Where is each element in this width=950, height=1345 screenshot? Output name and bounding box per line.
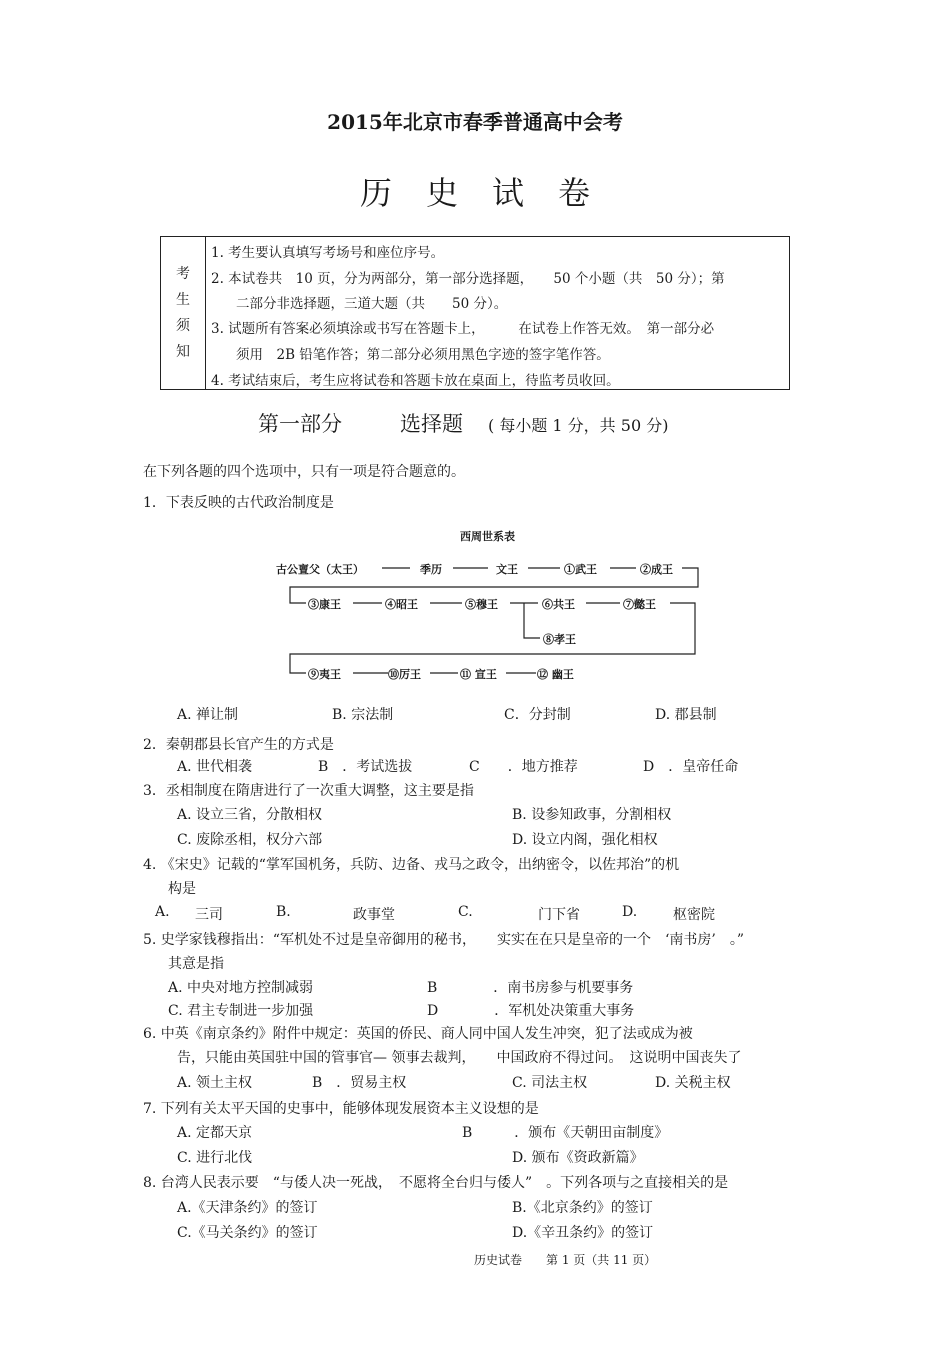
notice-line: 2. 本试卷共 10 页，分为两部分，第一部分选择题， 50 个小题（共 50 分）；第 bbox=[211, 271, 725, 287]
q8-option-b: B.《北京条约》的签订 bbox=[512, 1200, 653, 1216]
q2-option-c: C ．地方推荐 bbox=[469, 759, 578, 775]
q1-option-b: B. 宗法制 bbox=[332, 707, 394, 723]
notice-side-char: 须 bbox=[176, 318, 190, 334]
notice-side-char: 考 bbox=[176, 266, 190, 282]
lineage-node: 季历 bbox=[420, 563, 442, 576]
q4-option-b-letter: B. bbox=[276, 904, 291, 920]
lineage-node: 文王 bbox=[496, 563, 518, 576]
q7-option-a: A. 定都天京 bbox=[177, 1125, 253, 1141]
notice-line: 1. 考生要认真填写考场号和座位序号。 bbox=[211, 245, 445, 261]
q4-option-d: 枢密院 bbox=[673, 907, 715, 923]
q1-option-a: A. 禅让制 bbox=[177, 707, 239, 723]
question-4-stem-cont: 构是 bbox=[168, 881, 196, 897]
question-1-stem: 1．下表反映的古代政治制度是 bbox=[143, 495, 334, 511]
q5-option-a: A. 中央对地方控制减弱 bbox=[168, 980, 314, 996]
q1-option-c: C．分封制 bbox=[504, 707, 571, 723]
question-3-stem: 3．丞相制度在隋唐进行了一次重大调整，这主要是指 bbox=[143, 783, 474, 799]
lineage-node: ⑧孝王 bbox=[543, 633, 576, 646]
question-6-stem-cont: 告，只能由英国驻中国的管事官— 领事去裁判， 中国政府不得过问。 这说明中国丧失了 bbox=[177, 1050, 742, 1066]
q3-option-d: D. 设立内阁，强化相权 bbox=[512, 832, 658, 848]
lineage-node: ④昭王 bbox=[385, 598, 418, 611]
notice-side-label bbox=[161, 237, 206, 389]
lineage-node: ⑫ 幽王 bbox=[537, 668, 574, 681]
question-5-stem: 5. 史学家钱穆指出：“军机处不过是皇帝御用的秘书， 实实在在只是皇帝的一个 ‘南书房’ 。” bbox=[143, 932, 745, 948]
lineage-node: 古公亶父（太王） bbox=[276, 563, 364, 576]
notice-line: 3. 试题所有答案必须填涂或书写在答题卡上， 在试卷上作答无效。 第一部分必 bbox=[211, 321, 715, 337]
question-8-stem: 8. 台湾人民表示要 “与倭人决一死战， 不愿将全台归与倭人” 。下列各项与之直接相关的是 bbox=[143, 1175, 729, 1191]
q7-option-d: D. 颁布《资政新篇》 bbox=[512, 1150, 644, 1166]
q6-option-d: D. 关税主权 bbox=[655, 1075, 731, 1091]
lineage-node: ⑥共王 bbox=[542, 598, 575, 611]
q7-option-b: B ．颁布《天朝田亩制度》 bbox=[462, 1125, 669, 1141]
question-5-stem-cont: 其意是指 bbox=[168, 956, 224, 972]
exam-title: 2015年北京市春季普通高中会考 bbox=[327, 110, 623, 134]
section-type-label: 选择题 bbox=[400, 412, 463, 436]
question-7-stem: 7. 下列有关太平天国的史事中，能够体现发展资本主义设想的是 bbox=[143, 1101, 539, 1117]
lineage-node: ⑪ 宣王 bbox=[460, 668, 497, 681]
subject-title: 历史试卷 bbox=[359, 174, 624, 212]
q2-option-b: B ．考试选拔 bbox=[318, 759, 413, 775]
q5-option-d: D ．军机处决策重大事务 bbox=[427, 1003, 635, 1019]
q6-option-a: A. 领土主权 bbox=[177, 1075, 253, 1091]
notice-side-char: 生 bbox=[176, 292, 190, 308]
connector-bracket bbox=[290, 603, 695, 673]
q8-option-a: A.《天津条约》的签订 bbox=[177, 1200, 318, 1216]
q4-option-a: 三司 bbox=[195, 907, 223, 923]
q6-option-c: C. 司法主权 bbox=[512, 1075, 588, 1091]
section-part-label: 第一部分 bbox=[258, 412, 342, 436]
connector-branch bbox=[524, 603, 540, 638]
q2-option-a: A. 世代相袭 bbox=[177, 759, 253, 775]
q3-option-c: C. 废除丞相，权分六部 bbox=[177, 832, 323, 848]
lineage-node: ⑤穆王 bbox=[465, 598, 498, 611]
q2-option-d: D ．皇帝任命 bbox=[643, 759, 739, 775]
notice-line: 须用 2B 铅笔作答；第二部分必须用黑色字迹的签字笔作答。 bbox=[236, 347, 610, 363]
section-score-note: ( 每小题 1 分，共 50 分) bbox=[488, 416, 669, 435]
q4-option-c-letter: C. bbox=[458, 904, 473, 920]
q8-option-d: D.《辛丑条约》的签订 bbox=[512, 1225, 654, 1241]
q4-option-d-letter: D. bbox=[622, 904, 638, 920]
q7-option-c: C. 进行北伐 bbox=[177, 1150, 253, 1166]
notice-side-char: 知 bbox=[176, 344, 190, 360]
notice-line: 4. 考试结束后，考生应将试卷和答题卡放在桌面上，待监考员收回。 bbox=[211, 373, 620, 389]
notice-box bbox=[160, 236, 790, 390]
lineage-node: ⑦懿王 bbox=[623, 598, 656, 611]
question-4-stem: 4. 《宋史》记载的“掌军国机务，兵防、边备、戎马之政令，出纳密令，以佐邦治”的机 bbox=[143, 857, 680, 873]
question-6-stem: 6. 中英《南京条约》附件中规定：英国的侨民、商人同中国人发生冲突，犯了法或成为被 bbox=[143, 1026, 693, 1042]
q3-option-a: A. 设立三省，分散相权 bbox=[177, 807, 323, 823]
q6-option-b: B ．贸易主权 bbox=[312, 1075, 407, 1091]
lineage-node: ⑨夷王 bbox=[308, 668, 341, 681]
page-footer: 历史试卷 第 1 页（共 11 页） bbox=[474, 1253, 657, 1267]
lineage-node: ⑩厉王 bbox=[388, 668, 421, 681]
q8-option-c: C.《马关条约》的签订 bbox=[177, 1225, 318, 1241]
notice-line: 二部分非选择题，三道大题（共 50 分）。 bbox=[236, 296, 508, 312]
q3-option-b: B. 设参知政事，分割相权 bbox=[512, 807, 672, 823]
question-2-stem: 2．秦朝郡县长官产生的方式是 bbox=[143, 737, 334, 753]
q4-option-a-letter: A. bbox=[155, 904, 170, 920]
q5-option-b: B ．南书房参与机要事务 bbox=[427, 980, 634, 996]
lineage-node: ②成王 bbox=[640, 563, 673, 576]
lineage-node: ③康王 bbox=[308, 598, 341, 611]
q4-option-c: 门下省 bbox=[538, 907, 580, 923]
diagram-caption: 西周世系表 bbox=[460, 530, 515, 543]
q1-option-d: D. 郡县制 bbox=[655, 707, 717, 723]
q5-option-c: C. 君主专制进一步加强 bbox=[168, 1003, 314, 1019]
instruction: 在下列各题的四个选项中，只有一项是符合题意的。 bbox=[143, 464, 465, 480]
lineage-node: ①武王 bbox=[564, 563, 597, 576]
q4-option-b: 政事堂 bbox=[353, 907, 395, 923]
